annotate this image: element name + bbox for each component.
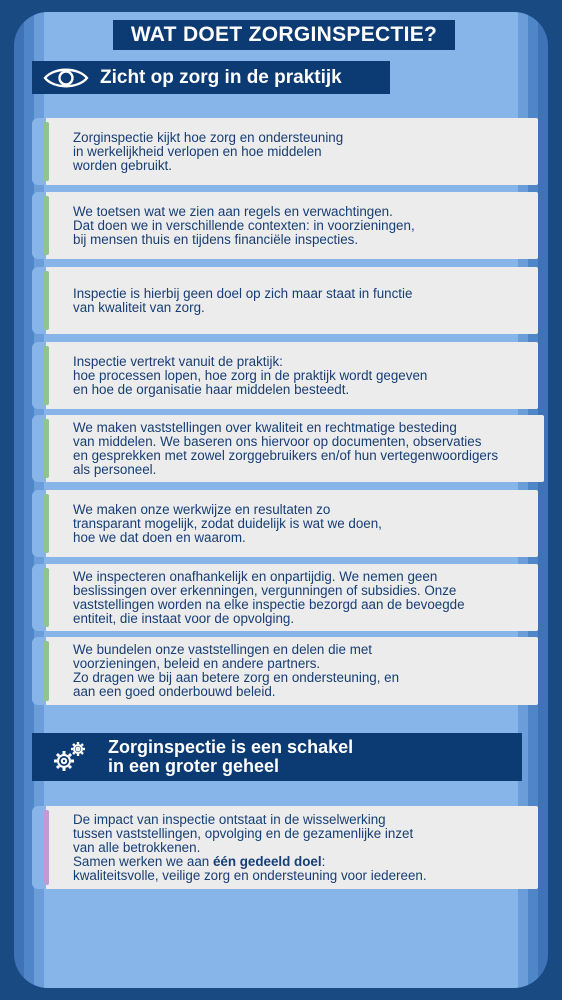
card-text: en gesprekken met zowel zorggebruikers en/of hun vertegenwoordigers — [73, 447, 499, 463]
info-card — [32, 267, 538, 334]
card-text: van alle betrokkenen. — [73, 839, 201, 855]
card-text: We inspecteren onafhankelijk en onpartijdig. We nemen geen — [73, 568, 438, 584]
card-text: We maken vaststellingen over kwaliteit en rechtmatige besteding — [73, 419, 457, 435]
gears-icon — [32, 739, 108, 775]
eye-icon — [32, 66, 100, 90]
card-text: We maken onze werkwijze en resultaten zo — [73, 501, 331, 517]
card-text: hoe processen lopen, hoe zorg in de praktijk wordt gegeven — [73, 367, 428, 383]
goal-prefix: Samen werken we aan — [73, 853, 213, 869]
card-text: vaststellingen worden na elke inspectie bezorgd aan de bevoegde — [73, 596, 465, 612]
card-text: transparant mogelijk, zodat duidelijk is wat we doen, — [73, 515, 382, 531]
card-text-goal — [73, 855, 538, 869]
card-text: hoe we dat doen en waarom. — [73, 529, 246, 545]
card-text: entiteit, die instaat voor de opvolging. — [73, 610, 295, 626]
card-text: tussen vaststellingen, opvolging en de gezamenlijke inzet — [73, 825, 414, 841]
goal-bold: één gedeeld doel — [212, 853, 322, 869]
info-card-final — [32, 806, 538, 889]
card-text: Inspectie is hierbij geen doel op zich maar staat in functie — [73, 285, 413, 301]
card-text: beslissingen over erkenningen, vergunningen of subsidies. Onze — [73, 582, 457, 598]
goal-suffix: : — [321, 853, 326, 869]
section-heading-line: in een groter geheel — [108, 756, 280, 776]
card-text: Inspectie vertrekt vanuit de praktijk: — [73, 353, 283, 369]
card-text: kwaliteitsvolle, veilige zorg en ondersteuning voor iedereen. — [73, 867, 427, 883]
card-text: bij mensen thuis en tijdens financiële inspecties. — [73, 231, 359, 247]
section-heading-line: Zorginspectie is een schakel — [108, 737, 354, 757]
info-card — [32, 192, 538, 259]
card-text: van middelen. We baseren ons hiervoor op documenten, observaties — [73, 433, 482, 449]
section-header-chain — [32, 733, 522, 781]
info-card — [32, 415, 544, 482]
card-text: in werkelijkheid verlopen en hoe middelen — [73, 143, 322, 159]
card-text: De impact van inspectie ontstaat in de wisselwerking — [73, 811, 386, 827]
section-header-practice — [32, 61, 390, 94]
info-card — [32, 118, 538, 185]
card-text: voorzieningen, beleid en andere partners. — [73, 656, 321, 671]
card-text: We toetsen wat we zien aan regels en verwachtingen. — [73, 203, 393, 219]
info-card — [32, 637, 538, 705]
card-text: worden gebruikt. — [73, 157, 172, 173]
card-text: en hoe de organisatie haar middelen besteedt. — [73, 381, 350, 397]
card-text: Zo dragen we bij aan betere zorg en ondersteuning, en — [73, 670, 400, 685]
card-text: Zorginspectie kijkt hoe zorg en ondersteuning — [73, 129, 344, 145]
card-text: van kwaliteit van zorg. — [73, 299, 205, 315]
card-text: Dat doen we in verschillende contexten: in voorzieningen, — [73, 217, 415, 233]
info-card — [32, 490, 538, 557]
info-card — [32, 342, 538, 409]
info-card — [32, 564, 538, 631]
page-title: WAT DOET ZORGINSPECTIE? — [113, 20, 455, 50]
card-text: aan een goed onderbouwd beleid. — [73, 684, 276, 699]
card-text: als personeel. — [73, 461, 157, 477]
card-text: We bundelen onze vaststellingen en delen die met — [73, 642, 373, 657]
section-heading: Zicht op zorg in de praktijk — [100, 66, 342, 88]
